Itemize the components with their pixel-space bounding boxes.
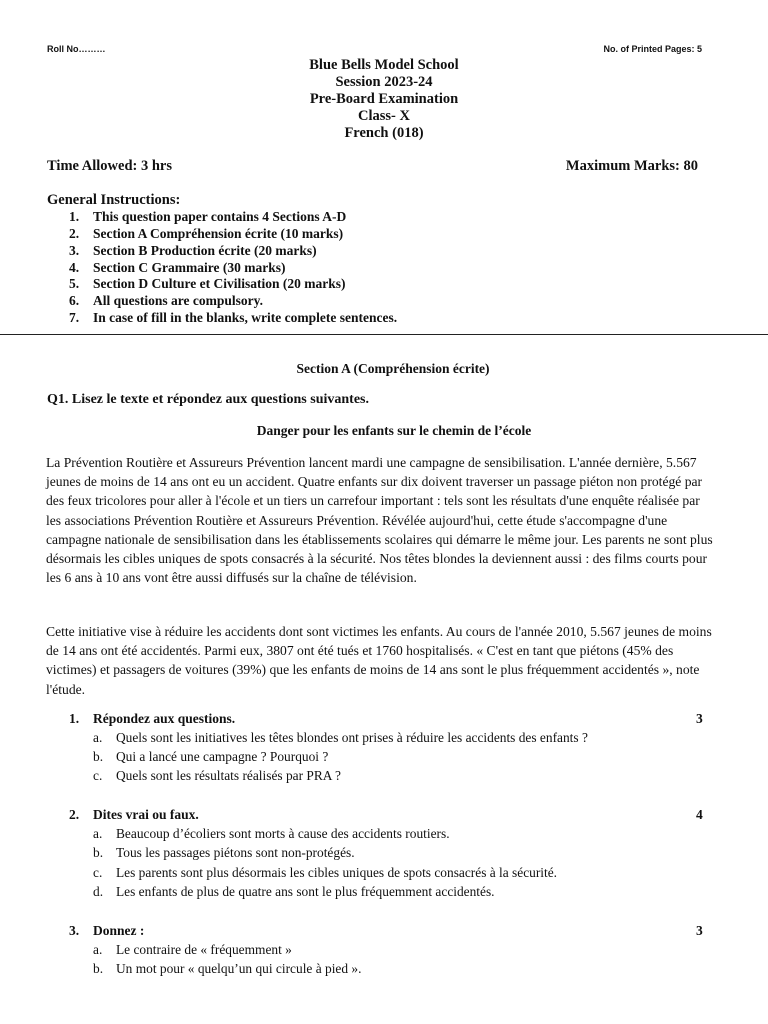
session: Session 2023-24 (335, 74, 433, 90)
exam-name: Pre-Board Examination (309, 91, 459, 107)
item-text: Quels sont les initiatives les têtes blondes ont prises à réduire les accidents des enfants ? (116, 730, 588, 745)
passage-title: Danger pour les enfants sur le chemin de l’école (256, 423, 532, 438)
instruction-text: In case of fill in the blanks, write complete sentences. (93, 310, 398, 325)
item-label: c. (93, 865, 103, 880)
item-label: a. (93, 942, 103, 957)
item-text: Quels sont les résultats réalisés par PRA ? (116, 768, 341, 783)
question-title: Dites vrai ou faux. (93, 807, 199, 822)
question-title: Donnez : (93, 923, 145, 938)
item-label: b. (93, 845, 104, 860)
item-text: Tous les passages piétons sont non-protégés. (116, 845, 355, 860)
item-label: a. (93, 730, 103, 745)
class-name: Class- X (358, 108, 410, 124)
instruction-number: 4. (69, 260, 80, 275)
question-1-heading: Q1. Lisez le texte et répondez aux questions suivantes. (47, 392, 369, 407)
instruction-text: Section C Grammaire (30 marks) (93, 260, 286, 275)
subject-name: French (018) (344, 125, 424, 141)
time-allowed: Time Allowed: 3 hrs (47, 158, 172, 174)
question-number: 1. (69, 711, 80, 726)
instruction-text: Section D Culture et Civilisation (20 marks) (93, 276, 346, 291)
roll-number: Roll No……… (47, 44, 106, 54)
instructions-heading: General Instructions: (47, 192, 181, 208)
item-text: Les enfants de plus de quatre ans sont le plus fréquemment accidentés. (116, 884, 495, 899)
question-marks: 4 (696, 807, 703, 822)
item-label: b. (93, 749, 104, 764)
section-divider (0, 334, 768, 335)
item-text: Le contraire de « fréquemment » (116, 942, 292, 957)
section-a-title: Section A (Compréhension écrite) (296, 361, 490, 376)
item-label: a. (93, 826, 103, 841)
instruction-number: 7. (69, 310, 80, 325)
instruction-text: This question paper contains 4 Sections A-D (93, 209, 347, 224)
instruction-text: Section A Compréhension écrite (10 marks) (93, 226, 344, 241)
instruction-number: 2. (69, 226, 80, 241)
passage-paragraph-1: La Prévention Routière et Assureurs Prévention lancent mardi une campagne de sensibilisation. L'année dernière, 5.567 jeunes de moins de 14 ans ont eu un accident. Quatre enfants sur dix doivent traverser un passage piéton non protégé par des feux tricolores pour aller à l'école et un tiers un carrefour important : tels sont les résultats d'une enquête réalisée par les associations Prévention Routière et Assureurs Prévention. Révélée aujourd'hui, cette étude s'accompagne d'une campagne nationale de sensibilisation dans les établissements scolaires qui démarre le même jour. Les parents ne sont plus désormais les cibles uniques de spots consacrés à la sécurité. Nos têtes blondes la deviennent aussi : des films courts pour les 6 ans à 10 ans vont être aussi diffusés sur la chaîne de télévision. (46, 455, 713, 586)
maximum-marks: Maximum Marks: 80 (565, 158, 698, 174)
item-label: c. (93, 768, 103, 783)
school-name: Blue Bells Model School (309, 57, 459, 73)
question-number: 3. (69, 923, 80, 938)
instruction-number: 6. (69, 293, 80, 308)
instruction-text: Section B Production écrite (20 marks) (93, 243, 317, 258)
question-title: Répondez aux questions. (93, 711, 236, 726)
question-marks: 3 (696, 711, 703, 726)
item-text: Beaucoup d’écoliers sont morts à cause des accidents routiers. (116, 826, 450, 841)
question-marks: 3 (696, 923, 703, 938)
passage-paragraph-2: Cette initiative vise à réduire les accidents dont sont victimes les enfants. Au cours de l'année 2010, 5.567 jeunes de moins de 14 ans ont été accidentés. Parmi eux, 3807 ont été tués et 1760 hospitalisés. « C'est en tant que piétons (45% des victimes) et passagers de voitures (39%) que les enfants de moins de 14 ans sont le plus fréquemment accidentés », note l'étude. (46, 624, 712, 697)
item-label: d. (93, 884, 104, 899)
instruction-number: 1. (69, 209, 80, 224)
item-text: Qui a lancé une campagne ? Pourquoi ? (116, 749, 329, 764)
printed-pages: No. of Printed Pages: 5 (603, 44, 702, 54)
instruction-number: 5. (69, 276, 80, 291)
item-text: Les parents sont plus désormais les cibles uniques de spots consacrés à la sécurité. (116, 865, 558, 880)
question-number: 2. (69, 807, 80, 822)
instruction-text: All questions are compulsory. (93, 293, 264, 308)
item-label: b. (93, 961, 104, 976)
instruction-number: 3. (69, 243, 80, 258)
item-text: Un mot pour « quelqu’un qui circule à pied ». (116, 961, 362, 976)
